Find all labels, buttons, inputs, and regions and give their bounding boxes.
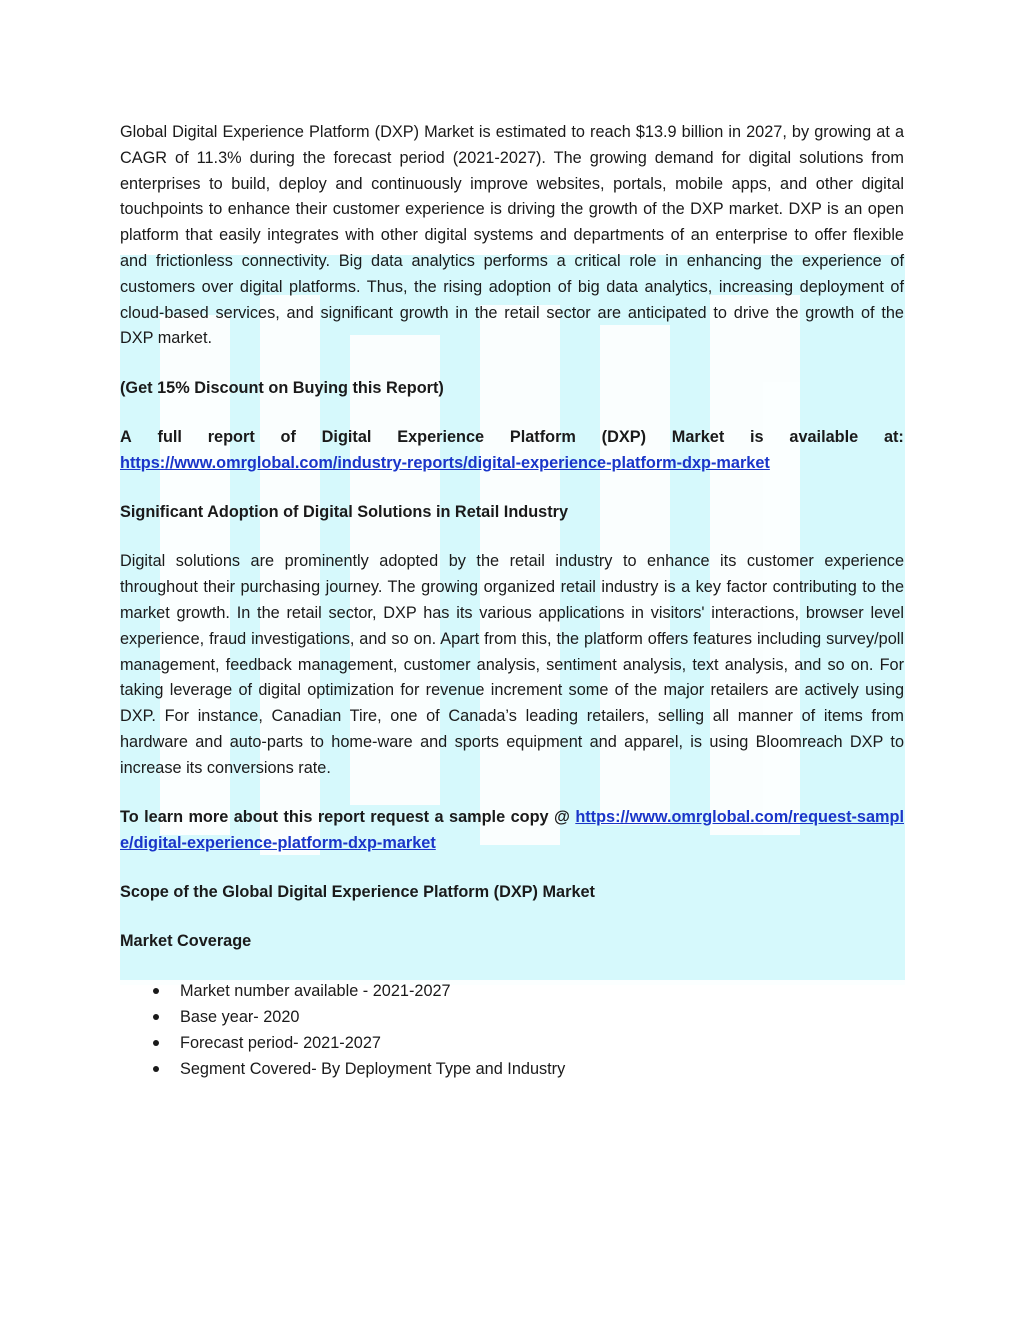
list-item: Forecast period- 2021-2027 [120,1030,904,1056]
document-page [120,120,904,1082]
discount-offer[interactable]: (Get 15% Discount on Buying this Report) [120,378,444,397]
full-report-line [120,425,904,451]
full-report-word: full [157,427,182,446]
full-report-link[interactable]: https://www.omrglobal.com/industry-reports/digital-experience-platform-dxp-market [120,453,770,472]
full-report-word: A [120,427,132,446]
full-report-word: of [280,427,296,446]
section1-paragraph: Digital solutions are prominently adopted by the retail industry to enhance its customer experience throughout their purchasing journey. The growing organized retail industry is a key factor contributing to the market growth. In the retail sector, DXP has its various applications in visitors' interactions, browser level experience, fraud investigations, and so on. Apart from this, the platform offers features including survey/poll management, feedback management, customer analysis, sentiment analysis, text analysis, and so on. For taking leverage of digital optimization for revenue increment some of the major retailers are actively using DXP. For instance, Canadian Tire, one of Canada’s leading retailers, selling all manner of items from hardware and auto-parts to home-ware and sports equipment and apparel, is using Bloomreach DXP to increase its conversions rate. [120,552,904,777]
full-report-word: Digital [321,427,372,446]
full-report-paragraph [120,425,904,477]
section1-heading: Significant Adoption of Digital Solutions in Retail Industry [120,503,569,522]
full-report-word: available [789,427,859,446]
list-item: Base year- 2020 [120,1004,904,1030]
full-report-word: at: [883,427,904,446]
sample-paragraph [120,805,904,857]
sample-link[interactable]: https://www.omrglobal.com/request-sample/digital-experience-platform-dxp-market [120,808,904,852]
full-report-word: Market [671,427,725,446]
list-item: Segment Covered- By Deployment Type and Industry [120,1056,904,1082]
full-report-word: report [207,427,255,446]
coverage-heading: Market Coverage [120,932,252,951]
scope-heading: Scope of the Global Digital Experience Platform (DXP) Market [120,883,595,902]
intro-paragraph: Global Digital Experience Platform (DXP) Market is estimated to reach $13.9 billion in 2027, by growing at a CAGR of 11.3% during the forecast period (2021-2027). The growing demand for digital solutions from enterprises to build, deploy and continuously improve websites, portals, mobile apps, and other digital touchpoints to enhance their customer experience is driving the growth of the DXP market. DXP is an open platform that easily integrates with other digital systems and departments of an enterprise to offer flexible and frictionless connectivity. Big data analytics performs a critical role in enhancing the experience of customers over digital platforms. Thus, the rising adoption of big data analytics, increasing deployment of cloud-based services, and significant growth in the retail sector are anticipated to drive the growth of the DXP market. [120,123,904,348]
list-item: Market number available - 2021-2027 [120,978,904,1004]
sample-text: To learn more about this report request a sample copy @ [120,808,576,827]
full-report-word: Platform [509,427,576,446]
coverage-list [120,978,904,1082]
full-report-word: is [750,427,764,446]
full-report-word: Experience [397,427,485,446]
full-report-word: (DXP) [601,427,646,446]
